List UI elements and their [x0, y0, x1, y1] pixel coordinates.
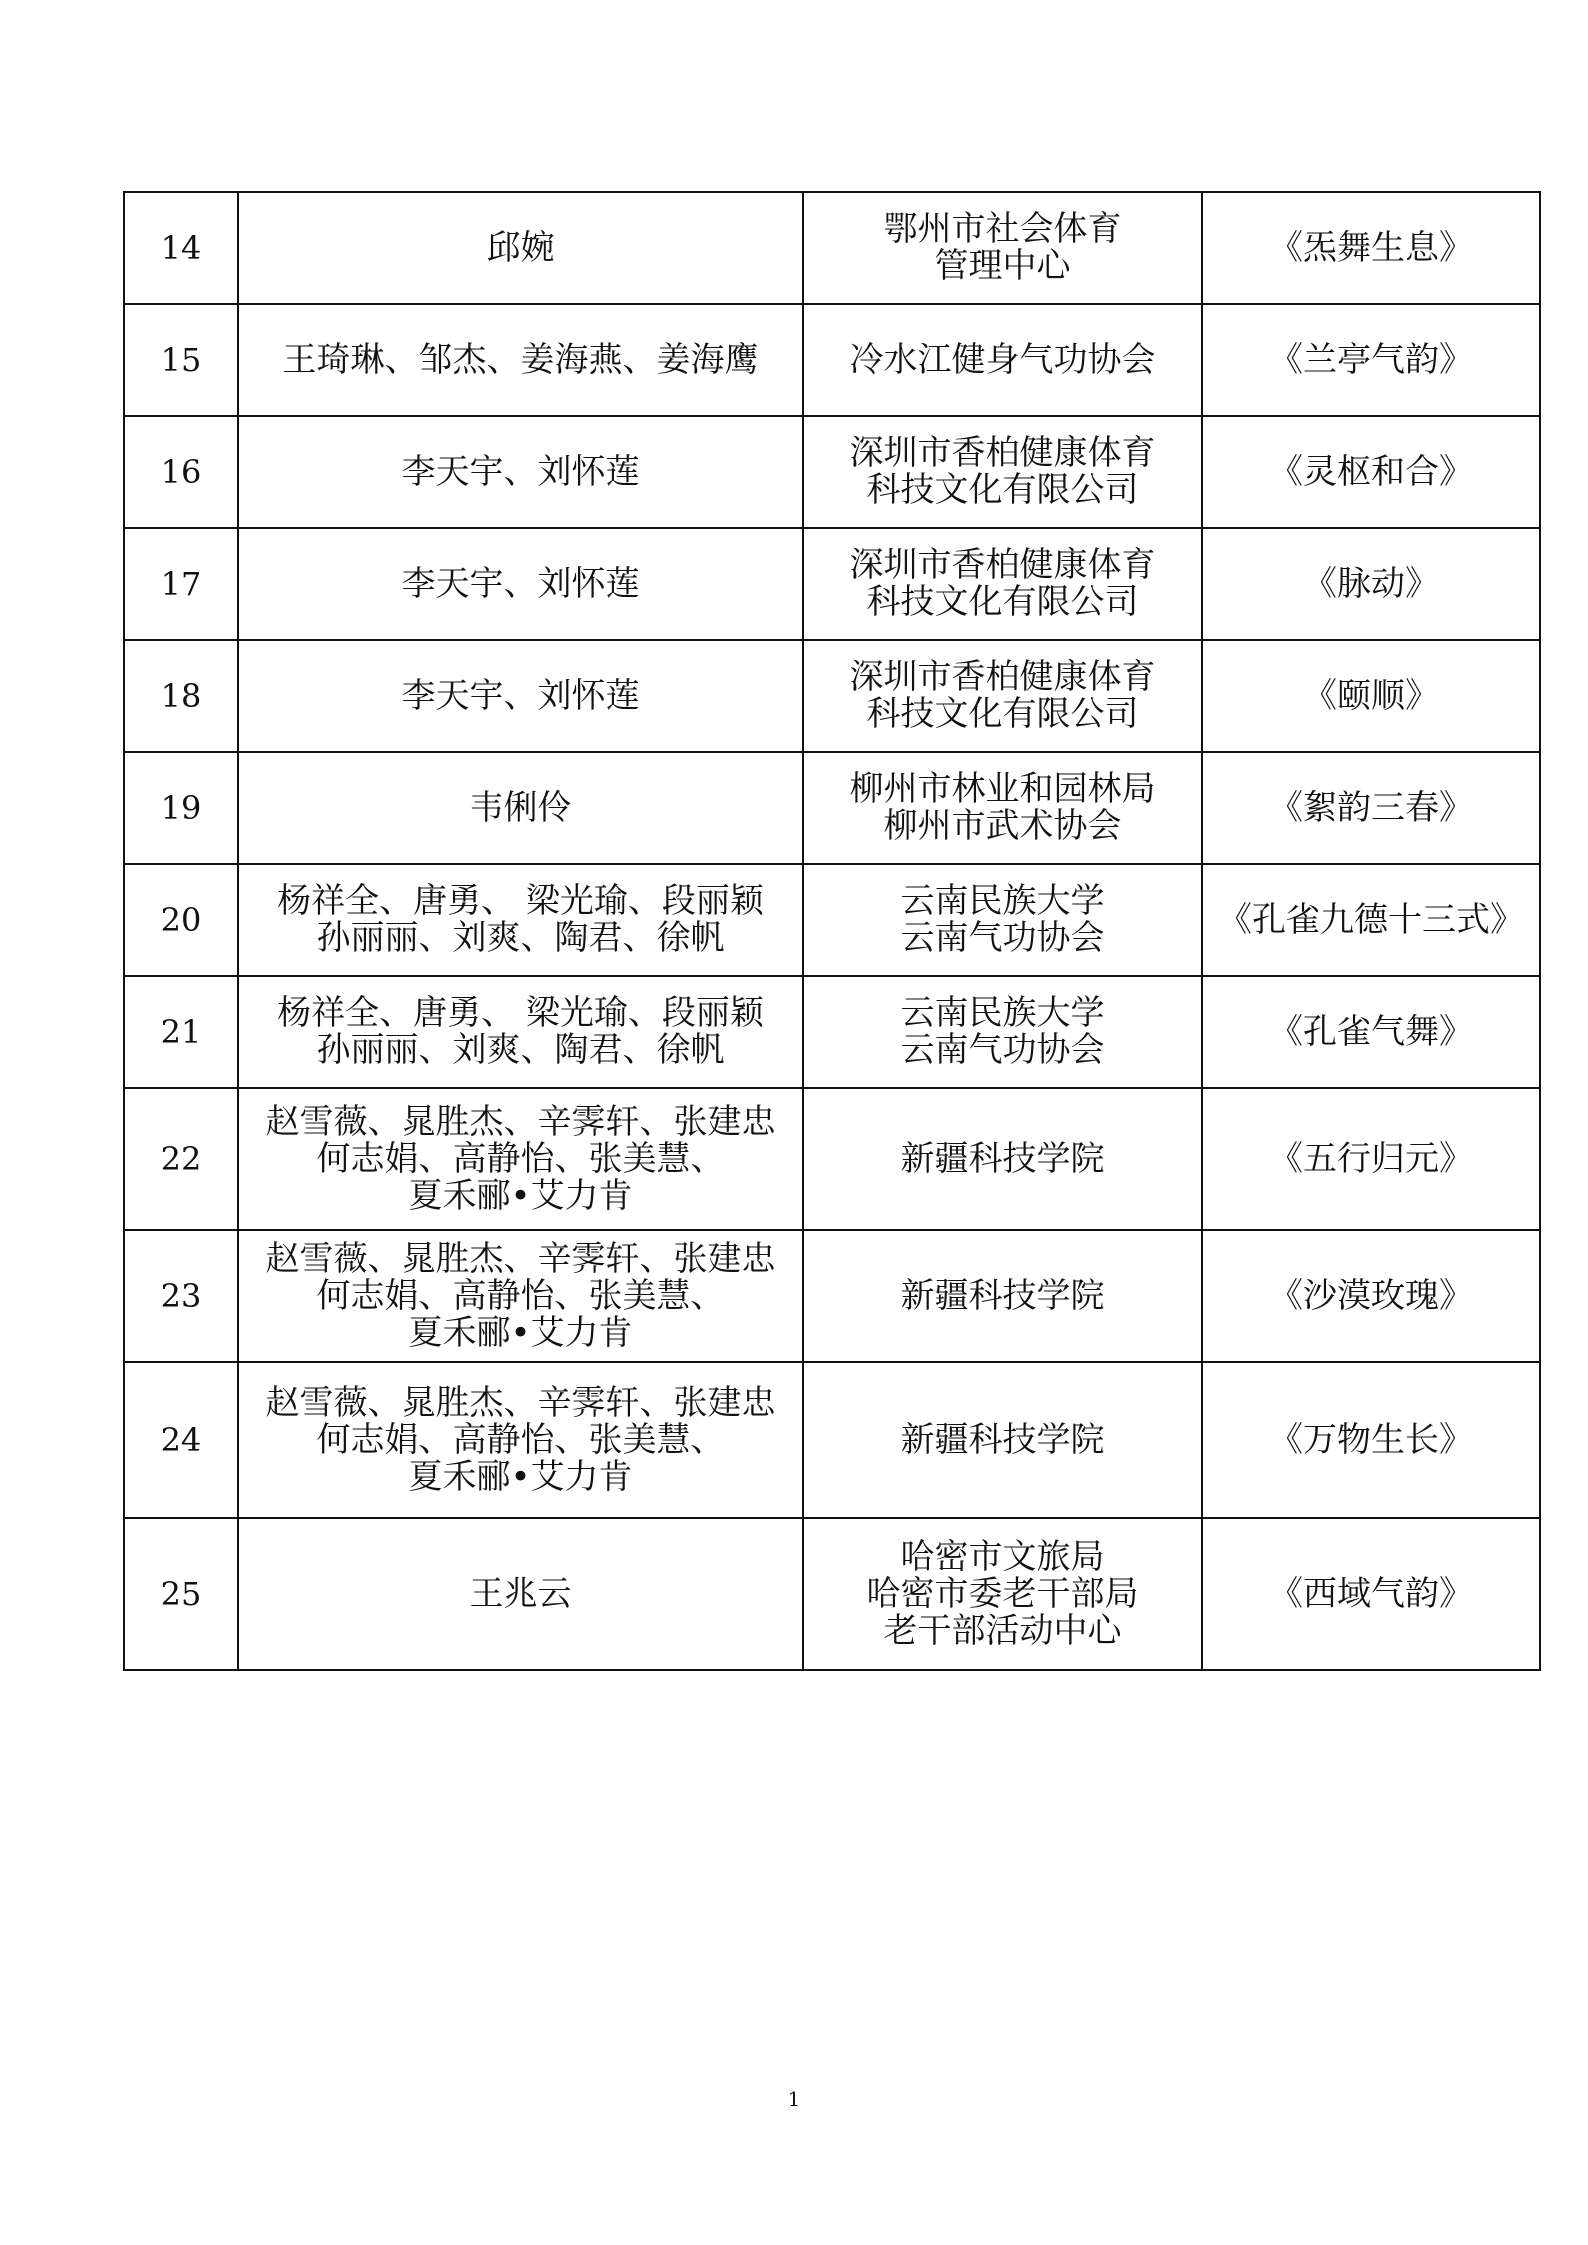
- cell-line: 李天宇、刘怀莲: [401, 675, 640, 716]
- table-row: [124, 192, 1540, 304]
- cell-line: 夏禾郦•艾力肯: [408, 1456, 633, 1497]
- cell-line: 哈密市委老干部局: [866, 1573, 1139, 1614]
- cell-line: 管理中心: [934, 246, 1071, 286]
- cell-line: 深圳市香柏健康体育: [849, 545, 1156, 585]
- cell-line: 科技文化有限公司: [866, 582, 1139, 622]
- row-number: 23: [124, 1230, 238, 1362]
- cell-line: 邱婉: [486, 227, 555, 268]
- cell-line: 云南气功协会: [900, 1030, 1105, 1070]
- cell-line: 柳州市林业和园林局: [849, 769, 1156, 809]
- row-number: 22: [124, 1088, 238, 1230]
- work-title-cell: 《絮韵三春》: [1202, 752, 1540, 864]
- cell-line: 王兆云: [469, 1573, 572, 1614]
- work-title-cell: 《孔雀九德十三式》: [1202, 864, 1540, 976]
- cell-line: 王琦琳、邹杰、姜海燕、姜海鹰: [282, 339, 759, 380]
- cell-line: 科技文化有限公司: [866, 694, 1139, 734]
- row-number: 19: [124, 752, 238, 864]
- members-cell: [238, 192, 803, 304]
- table-row: [124, 1362, 1540, 1518]
- cell-line: 何志娟、高静怡、张美慧、: [316, 1419, 725, 1460]
- roster-table: [123, 191, 1541, 1671]
- work-title-cell: 《兰亭气韵》: [1202, 304, 1540, 416]
- members-cell: [238, 976, 803, 1088]
- members-cell: [238, 752, 803, 864]
- unit-cell: [803, 976, 1202, 1088]
- cell-line: 何志娟、高静怡、张美慧、: [316, 1275, 725, 1316]
- unit-cell: [803, 752, 1202, 864]
- unit-cell: [803, 864, 1202, 976]
- cell-line: 赵雪薇、晁胜杰、辛霁轩、张建忠: [265, 1101, 776, 1142]
- cell-line: 李天宇、刘怀莲: [401, 563, 640, 604]
- work-title-cell: 《万物生长》: [1202, 1362, 1540, 1518]
- cell-line: 孙丽丽、刘爽、陶君、徐帆: [316, 918, 725, 958]
- unit-cell: [803, 1518, 1202, 1670]
- work-title-cell: 《孔雀气舞》: [1202, 976, 1540, 1088]
- cell-line: 云南气功协会: [900, 918, 1105, 958]
- table-row: [124, 976, 1540, 1088]
- row-number: 21: [124, 976, 238, 1088]
- cell-line: 赵雪薇、晁胜杰、辛霁轩、张建忠: [265, 1382, 776, 1423]
- cell-line: 李天宇、刘怀莲: [401, 451, 640, 492]
- table-row: [124, 640, 1540, 752]
- work-title-cell: 《颐顺》: [1202, 640, 1540, 752]
- table-row: [124, 752, 1540, 864]
- cell-line: 新疆科技学院: [900, 1275, 1105, 1316]
- work-title-cell: 《沙漠玫瑰》: [1202, 1230, 1540, 1362]
- row-number: 14: [124, 192, 238, 304]
- work-title-cell: 《炁舞生息》: [1202, 192, 1540, 304]
- unit-cell: [803, 640, 1202, 752]
- work-title-cell: 《西域气韵》: [1202, 1518, 1540, 1670]
- unit-cell: [803, 416, 1202, 528]
- cell-line: 孙丽丽、刘爽、陶君、徐帆: [316, 1030, 725, 1070]
- table-row: [124, 304, 1540, 416]
- work-title-cell: 《灵枢和合》: [1202, 416, 1540, 528]
- unit-cell: [803, 1230, 1202, 1362]
- members-cell: [238, 416, 803, 528]
- row-number: 15: [124, 304, 238, 416]
- cell-line: 老干部活动中心: [883, 1610, 1122, 1651]
- unit-cell: [803, 304, 1202, 416]
- cell-line: 哈密市文旅局: [900, 1536, 1105, 1577]
- cell-line: 深圳市香柏健康体育: [849, 657, 1156, 697]
- cell-line: 柳州市武术协会: [883, 806, 1122, 846]
- cell-line: 深圳市香柏健康体育: [849, 433, 1156, 473]
- cell-line: 云南民族大学: [900, 993, 1105, 1033]
- unit-cell: [803, 192, 1202, 304]
- unit-cell: [803, 1088, 1202, 1230]
- cell-line: 新疆科技学院: [900, 1138, 1105, 1179]
- members-cell: [238, 1230, 803, 1362]
- table-row: [124, 1230, 1540, 1362]
- table-row: [124, 864, 1540, 976]
- work-title-cell: 《脉动》: [1202, 528, 1540, 640]
- roster-body: [124, 192, 1540, 1670]
- members-cell: [238, 640, 803, 752]
- cell-line: 韦俐伶: [469, 787, 572, 828]
- cell-line: 赵雪薇、晁胜杰、辛霁轩、张建忠: [265, 1238, 776, 1279]
- row-number: 24: [124, 1362, 238, 1518]
- cell-line: 杨祥全、唐勇、 梁光瑜、段丽颖: [277, 881, 764, 921]
- unit-cell: [803, 528, 1202, 640]
- cell-line: 鄂州市社会体育: [883, 209, 1122, 249]
- members-cell: [238, 864, 803, 976]
- table-row: [124, 528, 1540, 640]
- members-cell: [238, 528, 803, 640]
- row-number: 16: [124, 416, 238, 528]
- row-number: 25: [124, 1518, 238, 1670]
- table-row: [124, 1088, 1540, 1230]
- row-number: 17: [124, 528, 238, 640]
- cell-line: 科技文化有限公司: [866, 470, 1139, 510]
- unit-cell: [803, 1362, 1202, 1518]
- cell-line: 冷水江健身气功协会: [849, 339, 1156, 380]
- page-number: 1: [787, 2087, 801, 2111]
- table-row: [124, 1518, 1540, 1670]
- cell-line: 杨祥全、唐勇、 梁光瑜、段丽颖: [277, 993, 764, 1033]
- cell-line: 夏禾郦•艾力肯: [408, 1312, 633, 1353]
- cell-line: 新疆科技学院: [900, 1419, 1105, 1460]
- table-row: [124, 416, 1540, 528]
- members-cell: [238, 1362, 803, 1518]
- members-cell: [238, 304, 803, 416]
- row-number: 20: [124, 864, 238, 976]
- row-number: 18: [124, 640, 238, 752]
- cell-line: 云南民族大学: [900, 881, 1105, 921]
- cell-line: 夏禾郦•艾力肯: [408, 1175, 633, 1216]
- cell-line: 何志娟、高静怡、张美慧、: [316, 1138, 725, 1179]
- members-cell: [238, 1518, 803, 1670]
- members-cell: [238, 1088, 803, 1230]
- work-title-cell: 《五行归元》: [1202, 1088, 1540, 1230]
